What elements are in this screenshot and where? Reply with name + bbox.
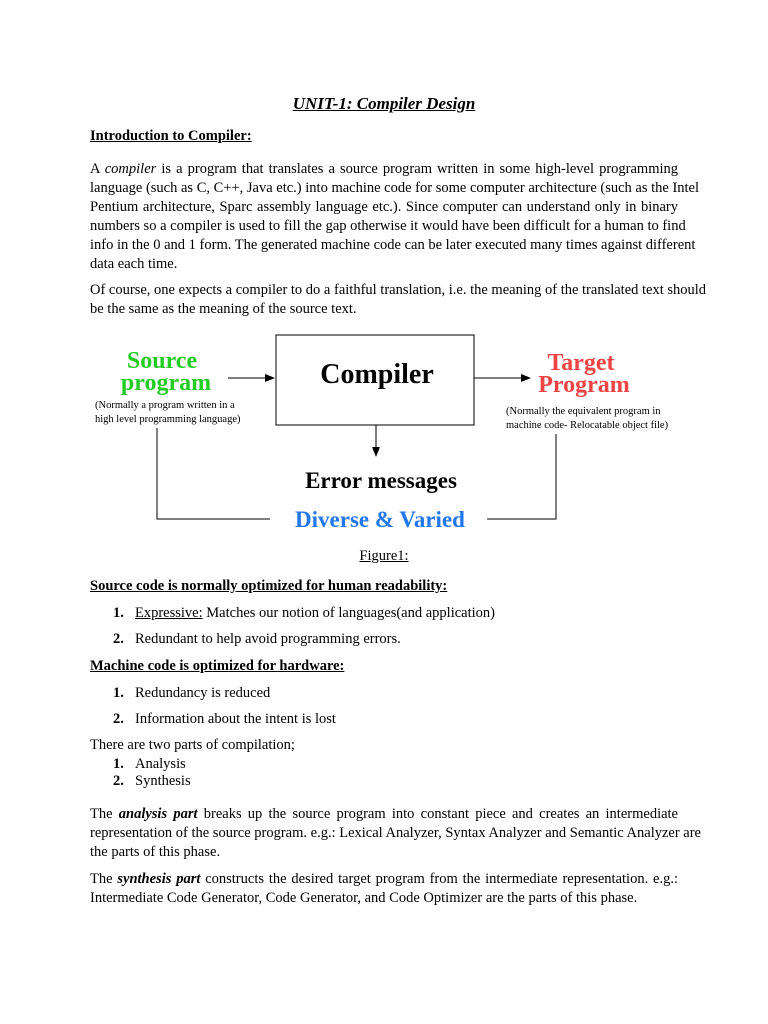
- machine-code-heading: Machine code is optimized for hardware:: [90, 658, 345, 674]
- source-note-line1: (Normally a program written in a: [95, 400, 235, 411]
- diverse-varied-label: Diverse & Varied: [295, 507, 465, 532]
- figure-caption: Figure1:: [359, 548, 409, 564]
- parts-list: [113, 756, 191, 790]
- list-item: 1. Analysis: [113, 756, 186, 772]
- compiler-diagram: [0, 330, 768, 540]
- source-label-line1: Source: [126, 348, 198, 374]
- intro-paragraph: [90, 160, 700, 274]
- intro-line-4: numbers so a compiler is used to fill the gap otherwise it would have been difficult for a human to find: [90, 218, 686, 234]
- faithful-paragraph: [90, 281, 707, 319]
- intro-line-6: data each time.: [90, 256, 178, 272]
- expressive-label: Expressive:: [135, 605, 203, 621]
- analysis-line-1: The analysis part breaks up the source program into constant piece and creates an intermediate: [90, 806, 678, 822]
- target-note-line1: (Normally the equivalent program in: [506, 406, 661, 417]
- source-code-list: [113, 605, 495, 657]
- intro-line-2: language (such as C, C++, Java etc.) into machine code for some computer architecture (such as the Intel: [90, 180, 700, 196]
- list-item: 1. Redundancy is reduced: [113, 685, 271, 701]
- source-label-line2: program: [120, 370, 212, 396]
- synthesis-line-1: The synthesis part constructs the desired target program from the intermediate representation. e.g.:: [90, 871, 678, 887]
- compiler-term: compiler: [104, 161, 157, 177]
- intro-line-5: info in the 0 and 1 form. The generated machine code can be later executed many times against different: [90, 237, 696, 253]
- list-item: 2. Synthesis: [113, 773, 191, 789]
- intro-line-1: A compiler is a program that translates a source program written in some high-level programming: [90, 161, 678, 177]
- analysis-part-term: analysis part: [118, 806, 198, 822]
- target-label-line2: Program: [538, 372, 630, 398]
- intro-heading: Introduction to Compiler:: [90, 128, 252, 144]
- target-label-line1: Target: [547, 350, 615, 376]
- target-feedback-line: [487, 434, 556, 519]
- analysis-line-3: the parts of this phase.: [90, 844, 221, 860]
- source-feedback-line: [157, 428, 270, 519]
- list-item: 2. Information about the intent is lost: [113, 711, 336, 727]
- source-code-heading: Source code is normally optimized for human readability:: [90, 578, 448, 594]
- error-messages-label: Error messages: [305, 468, 457, 493]
- machine-code-list: [113, 685, 336, 737]
- faithful-line-1: Of course, one expects a compiler to do a faithful translation, i.e. the meaning of the translated text should: [90, 282, 707, 298]
- synthesis-paragraph: [90, 870, 678, 908]
- target-note-line2: machine code- Relocatable object file): [506, 420, 669, 431]
- intro-line-3: Pentium architecture, Sparc assembly language etc.). Since computer can understand only in binary: [90, 199, 678, 215]
- list-item: 2. Redundant to help avoid programming errors.: [113, 631, 401, 647]
- page-title: UNIT-1: Compiler Design: [292, 94, 476, 113]
- source-note-line2: high level programming language): [95, 414, 241, 425]
- analysis-line-2: representation of the source program. e.g.: Lexical Analyzer, Syntax Analyzer and Semantic Analyzer are: [90, 825, 701, 841]
- synthesis-line-2: Intermediate Code Generator, Code Generator, and Code Optimizer are the parts of this phase.: [90, 890, 638, 906]
- synthesis-part-term: synthesis part: [117, 871, 201, 887]
- list-item: 1. Expressive: Matches our notion of languages(and application): [113, 605, 495, 621]
- analysis-paragraph: [90, 805, 701, 862]
- compiler-label: Compiler: [320, 359, 434, 390]
- parts-intro: There are two parts of compilation;: [90, 737, 295, 753]
- faithful-line-2: be the same as the meaning of the source text.: [90, 301, 357, 317]
